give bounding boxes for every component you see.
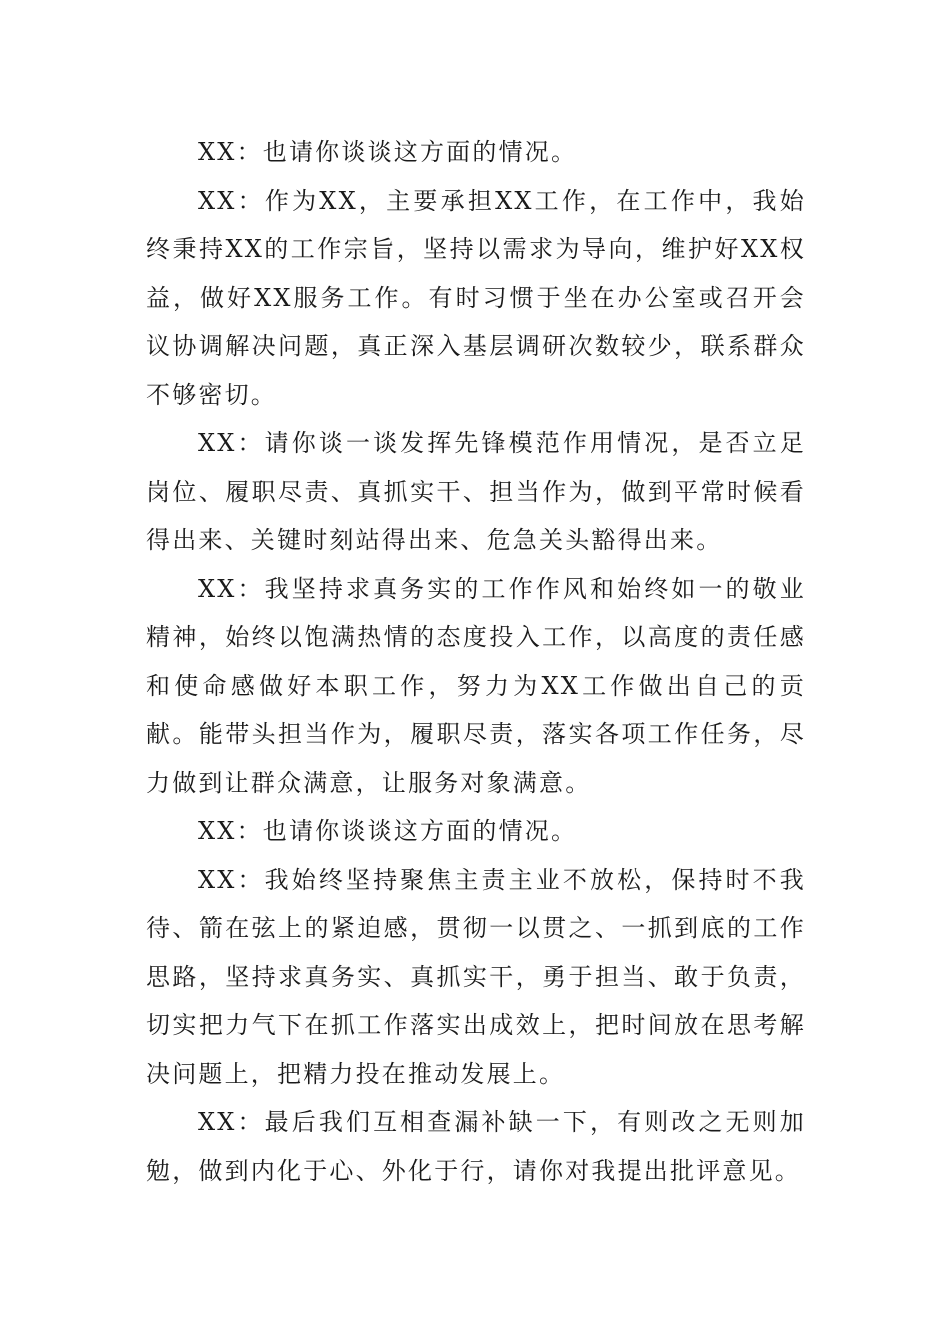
- paragraph: XX：最后我们互相查漏补缺一下，有则改之无则加勉，做到内化于心、外化于行，请你对我提出批评意见。: [146, 1108, 806, 1185]
- paragraph: XX：作为XX，主要承担XX工作，在工作中，我始终秉持XX的工作宗旨，坚持以需求为导向，维护好XX权益，做好XX服务工作。有时习惯于坐在办公室或召开会议协调解决问题，真正深入基层调研次数较少，联系群众不够密切。: [146, 186, 806, 409]
- paragraph: XX：也请你谈谈这方面的情况。: [198, 138, 578, 166]
- paragraph: XX：请你谈一谈发挥先锋模范作用情况，是否立足岗位、履职尽责、真抓实干、担当作为，做到平常时候看得出来、关键时刻站得出来、危急关头豁得出来。: [146, 429, 806, 554]
- document-body: [146, 128, 806, 1195]
- paragraph: XX：我始终坚持聚焦主责主业不放松，保持时不我待、箭在弦上的紧迫感，贯彻一以贯之、一抓到底的工作思路，坚持求真务实、真抓实干，勇于担当、敢于负责，切实把力气下在抓工作落实出成效上，把时间放在思考解决问题上，把精力投在推动发展上。: [146, 865, 806, 1088]
- paragraph: XX：也请你谈谈这方面的情况。: [198, 817, 578, 845]
- paragraph: XX：我坚持求真务实的工作作风和始终如一的敬业精神，始终以饱满热情的态度投入工作，以高度的责任感和使命感做好本职工作，努力为XX工作做出自己的贡献。能带头担当作为，履职尽责，落实各项工作任务，尽力做到让群众满意，让服务对象满意。: [146, 574, 806, 797]
